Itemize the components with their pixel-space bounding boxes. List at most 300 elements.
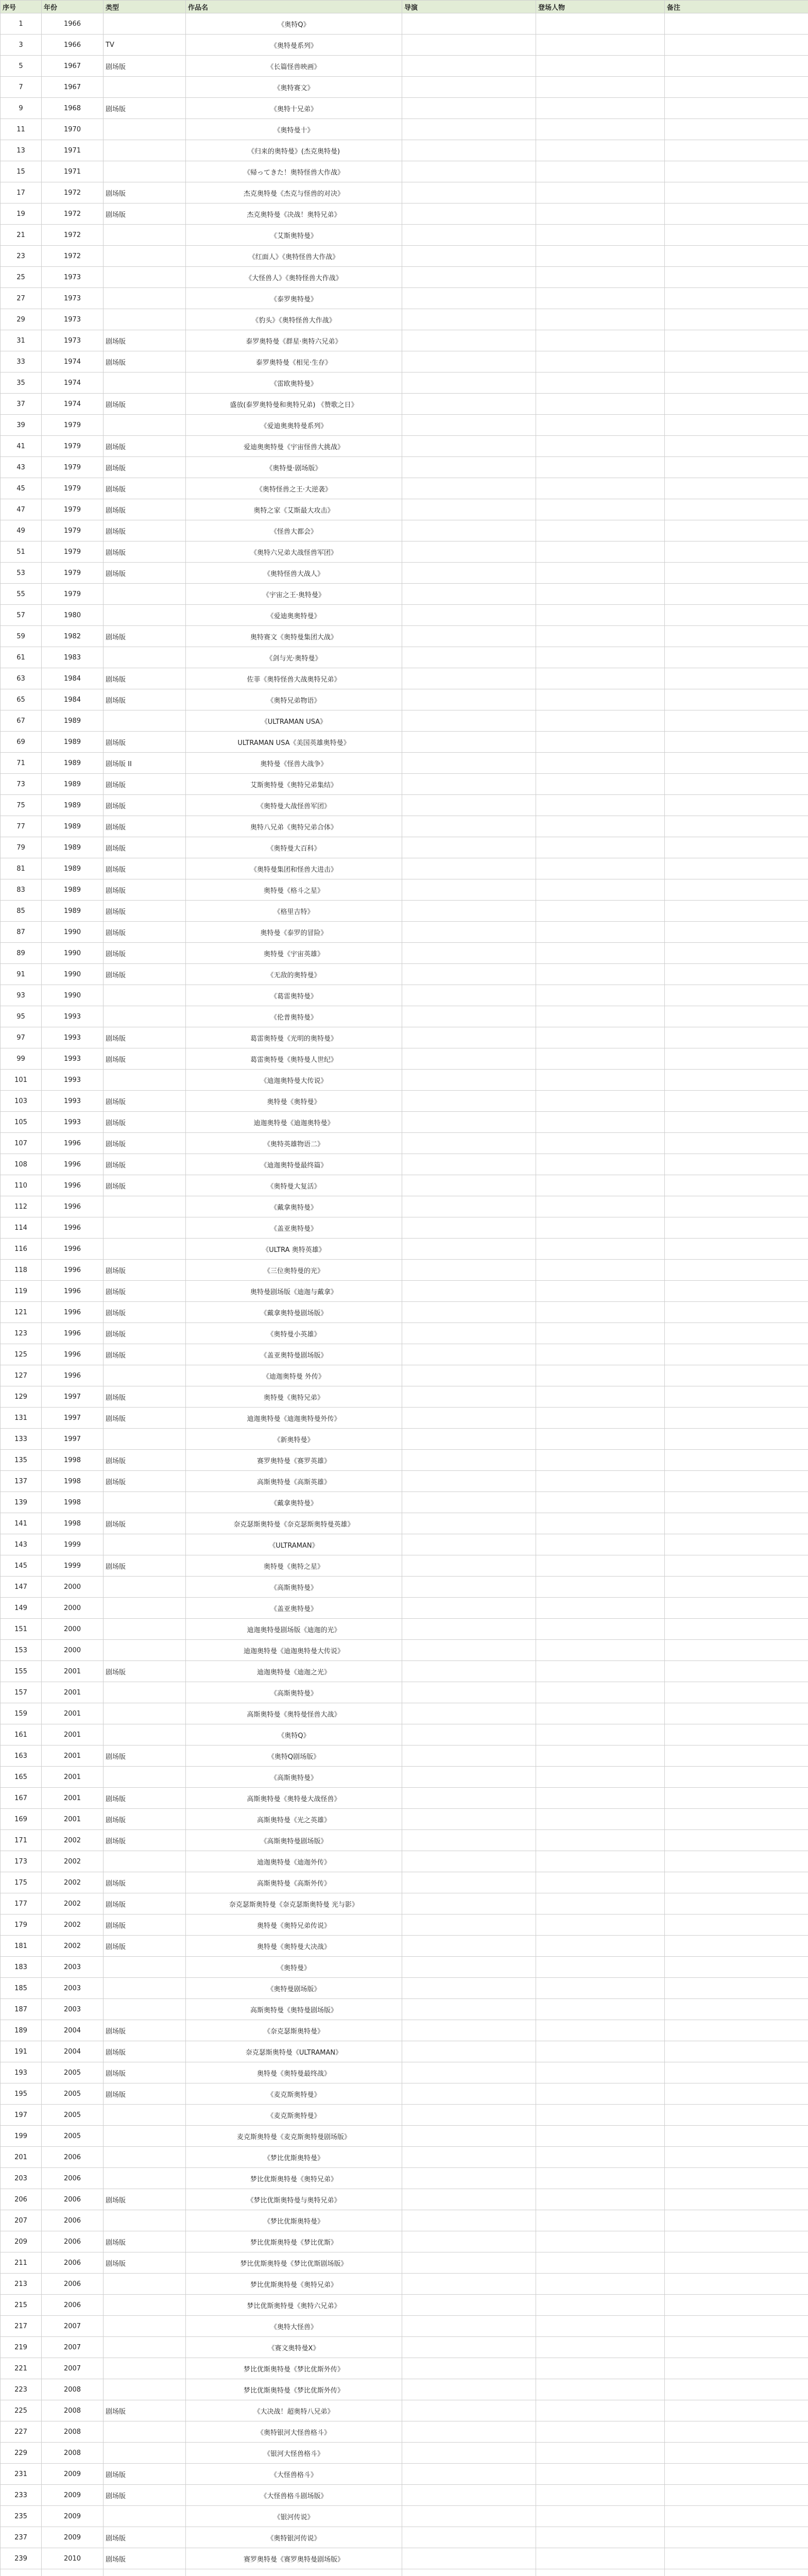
table-row (1, 2105, 808, 2126)
cell-notes (665, 795, 808, 816)
cell-title: 杰克奥特曼《杰克与怪兽的对决》 (186, 182, 402, 204)
cell-characters (536, 858, 665, 879)
cell-type: 剧场版 (104, 1154, 186, 1175)
cell-type: 剧场版 (104, 204, 186, 225)
cell-type: 剧场版 (104, 1112, 186, 1133)
cell-title: 《奥特兄弟物语》 (186, 689, 402, 710)
cell-characters (536, 1767, 665, 1788)
cell-title: 《梦比优斯奥特曼》 (186, 2210, 402, 2231)
table-row (1, 2295, 808, 2316)
cell-no: 29 (1, 309, 42, 330)
cell-title: 《奥特Q》 (186, 13, 402, 35)
cell-type: 剧场版 (104, 1471, 186, 1492)
cell-year: 2001 (42, 1724, 104, 1745)
cell-title: 奥特曼《格斗之星》 (186, 879, 402, 901)
table-row (1, 563, 808, 584)
table-row (1, 647, 808, 668)
cell-no: 31 (1, 330, 42, 351)
cell-title: 爱迪奥奥特曼《宇宙怪兽大挑战》 (186, 436, 402, 457)
cell-title: 葛雷奥特曼《光明的奥特曼》 (186, 1027, 402, 1048)
table-row (1, 879, 808, 901)
cell-title: 《戴拿奥特曼》 (186, 1196, 402, 1217)
cell-title: 《奥特曼大百科》 (186, 837, 402, 858)
cell-no: 167 (1, 1788, 42, 1809)
cell-year: 2003 (42, 1999, 104, 2020)
cell-year: 2009 (42, 2464, 104, 2485)
cell-year: 1973 (42, 309, 104, 330)
cell-no: 221 (1, 2358, 42, 2379)
table-row (1, 267, 808, 288)
cell-title: 《泰罗奥特曼》 (186, 288, 402, 309)
cell-characters (536, 922, 665, 943)
table-row (1, 2147, 808, 2168)
cell-director (402, 2379, 536, 2400)
cell-notes (665, 98, 808, 119)
cell-year: 2002 (42, 1936, 104, 1957)
cell-title: 《奈克瑟斯奥特曼》 (186, 2020, 402, 2041)
cell-notes (665, 1936, 808, 1957)
cell-characters (536, 161, 665, 182)
cell-year: 2000 (42, 1577, 104, 1598)
cell-characters (536, 2020, 665, 2041)
cell-characters (536, 2062, 665, 2083)
cell-no: 37 (1, 394, 42, 415)
cell-director (402, 710, 536, 732)
header-notes: 备注 (665, 1, 808, 13)
cell-title: 高斯奥特曼《奥特曼大战怪兽》 (186, 1788, 402, 1809)
cell-no: 191 (1, 2041, 42, 2062)
cell-notes (665, 2421, 808, 2443)
cell-title: 《怪兽大都会》 (186, 520, 402, 541)
cell-characters (536, 246, 665, 267)
cell-notes (665, 13, 808, 35)
cell-director (402, 2548, 536, 2569)
cell-year: 2006 (42, 2295, 104, 2316)
cell-year: 1979 (42, 457, 104, 478)
table-row (1, 1534, 808, 1555)
cell-type (104, 1682, 186, 1703)
cell-notes (665, 1239, 808, 1260)
cell-notes (665, 1999, 808, 2020)
cell-type: 剧场版 (104, 1175, 186, 1196)
cell-title: 梦比优斯奥特曼《奥特兄弟》 (186, 2168, 402, 2189)
table-row (1, 541, 808, 563)
cell-title: 《归来的奥特曼》(杰克奥特曼) (186, 140, 402, 161)
cell-type: 剧场版 (104, 816, 186, 837)
cell-type (104, 77, 186, 98)
table-row (1, 2210, 808, 2231)
cell-title: 《奥特银河大怪兽格斗》 (186, 2421, 402, 2443)
cell-no: 93 (1, 985, 42, 1006)
cell-year: 1990 (42, 922, 104, 943)
cell-year: 1984 (42, 689, 104, 710)
cell-notes (665, 2443, 808, 2464)
cell-characters (536, 1893, 665, 1914)
cell-notes (665, 2252, 808, 2274)
cell-director (402, 394, 536, 415)
cell-title: 《高斯奥特曼》 (186, 1577, 402, 1598)
cell-type: 剧场版 (104, 2189, 186, 2210)
cell-characters (536, 1682, 665, 1703)
cell-director (402, 605, 536, 626)
table-row (1, 1640, 808, 1661)
cell-type: 剧场版 (104, 1830, 186, 1851)
cell-title: 奥特曼剧场版《迪迦与戴拿》 (186, 1281, 402, 1302)
cell-year: 1996 (42, 1175, 104, 1196)
cell-notes (665, 1048, 808, 1070)
cell-characters (536, 309, 665, 330)
cell-title: 高斯奥特曼《奥特曼剧场版》 (186, 1999, 402, 2020)
cell-characters (536, 1048, 665, 1070)
cell-characters (536, 77, 665, 98)
cell-notes (665, 1281, 808, 1302)
cell-title: 艾斯奥特曼《奥特兄弟集结》 (186, 774, 402, 795)
cell-notes (665, 2126, 808, 2147)
cell-year: 2000 (42, 1640, 104, 1661)
cell-type: 剧场版 (104, 1513, 186, 1534)
cell-notes (665, 182, 808, 204)
cell-no: 125 (1, 1344, 42, 1365)
cell-type: 剧场版 (104, 1386, 186, 1408)
cell-no: 151 (1, 1619, 42, 1640)
table-row (1, 901, 808, 922)
cell-type (104, 1217, 186, 1239)
cell-no: 141 (1, 1513, 42, 1534)
cell-director (402, 56, 536, 77)
cell-type: 剧场版 (104, 858, 186, 879)
cell-title: 《艾斯奥特曼》 (186, 225, 402, 246)
cell-notes (665, 1091, 808, 1112)
cell-notes (665, 1196, 808, 1217)
cell-director (402, 1344, 536, 1365)
table-row (1, 1217, 808, 1239)
cell-year: 1996 (42, 1281, 104, 1302)
table-row (1, 816, 808, 837)
cell-type: 剧场版 (104, 879, 186, 901)
cell-characters (536, 1281, 665, 1302)
cell-director (402, 2126, 536, 2147)
cell-no: 153 (1, 1640, 42, 1661)
cell-year: 1979 (42, 541, 104, 563)
cell-year: 1979 (42, 499, 104, 520)
cell-no: 99 (1, 1048, 42, 1070)
cell-characters (536, 1492, 665, 1513)
cell-type: 剧场版 (104, 2485, 186, 2506)
cell-title: 佐菲《奥特怪兽大战奥特兄弟》 (186, 668, 402, 689)
table-row (1, 2168, 808, 2189)
cell-director (402, 2147, 536, 2168)
cell-year: 1979 (42, 436, 104, 457)
cell-notes (665, 267, 808, 288)
cell-notes (665, 77, 808, 98)
cell-characters (536, 2316, 665, 2337)
table-row (1, 2400, 808, 2421)
cell-year: 1974 (42, 394, 104, 415)
table-row (1, 2443, 808, 2464)
cell-type (104, 1577, 186, 1598)
cell-characters (536, 2105, 665, 2126)
cell-type (104, 2147, 186, 2168)
table-row (1, 77, 808, 98)
cell-title: 《赛文奥特曼X》 (186, 2337, 402, 2358)
cell-title: 《奥特曼系列》 (186, 35, 402, 56)
cell-director (402, 1893, 536, 1914)
cell-title: 《大怪兽格斗》 (186, 2464, 402, 2485)
cell-title: 《奥特赛文》 (186, 77, 402, 98)
cell-title: 杰克奥特曼《决战！奥特兄弟》 (186, 204, 402, 225)
cell-title: 梦比优斯奥特曼《梦比优斯外传》 (186, 2379, 402, 2400)
cell-no: 127 (1, 1365, 42, 1386)
table-row (1, 1027, 808, 1048)
cell-year: 2008 (42, 2443, 104, 2464)
cell-characters (536, 2168, 665, 2189)
cell-characters (536, 1471, 665, 1492)
table-row (1, 964, 808, 985)
cell-notes (665, 689, 808, 710)
cell-director (402, 1682, 536, 1703)
cell-notes (665, 351, 808, 372)
cell-director (402, 1999, 536, 2020)
cell-notes (665, 1598, 808, 1619)
table-row (1, 1577, 808, 1598)
cell-director (402, 837, 536, 858)
cell-director (402, 964, 536, 985)
cell-year: 1989 (42, 710, 104, 732)
cell-no: 157 (1, 1682, 42, 1703)
table-row (1, 1471, 808, 1492)
cell-no: 185 (1, 1978, 42, 1999)
cell-no: 129 (1, 1386, 42, 1408)
cell-year: 1989 (42, 774, 104, 795)
cell-title: 《新奥特曼》 (186, 1429, 402, 1450)
table-row (1, 98, 808, 119)
table-row (1, 732, 808, 753)
cell-director (402, 13, 536, 35)
cell-notes (665, 2041, 808, 2062)
cell-type (104, 985, 186, 1006)
cell-notes (665, 2548, 808, 2569)
cell-characters (536, 1534, 665, 1555)
cell-year: 1979 (42, 415, 104, 436)
cell-type: 剧场版 (104, 1091, 186, 1112)
cell-year: 1990 (42, 943, 104, 964)
cell-notes (665, 1893, 808, 1914)
cell-notes (665, 1534, 808, 1555)
cell-no: 207 (1, 2210, 42, 2231)
cell-year: 2001 (42, 1767, 104, 1788)
table-row (1, 1260, 808, 1281)
cell-characters (536, 2295, 665, 2316)
cell-director (402, 647, 536, 668)
cell-title: 奈克瑟斯奥特曼《奈克瑟斯奥特曼英雄》 (186, 1513, 402, 1534)
cell-no: 229 (1, 2443, 42, 2464)
cell-characters (536, 56, 665, 77)
cell-title: 《宇宙之王·奥特曼》 (186, 584, 402, 605)
table-row (1, 1175, 808, 1196)
table-row (1, 288, 808, 309)
cell-year: 2005 (42, 2105, 104, 2126)
cell-type (104, 1957, 186, 1978)
table-row (1, 1872, 808, 1893)
cell-director (402, 1851, 536, 1872)
cell-title: 《奥特怪兽之王·大逆袭》 (186, 478, 402, 499)
table-row (1, 394, 808, 415)
cell-no: 103 (1, 1091, 42, 1112)
cell-no: 15 (1, 161, 42, 182)
cell-title: 奥特八兄弟《奥特兄弟合体》 (186, 816, 402, 837)
cell-title: 《高斯奥特曼》 (186, 1767, 402, 1788)
table-row (1, 1154, 808, 1175)
cell-notes (665, 1872, 808, 1893)
cell-no: 123 (1, 1323, 42, 1344)
cell-director (402, 1365, 536, 1386)
cell-characters (536, 1070, 665, 1091)
cell-title: 迪迦奥特曼《迪迦之光》 (186, 1661, 402, 1682)
cell-characters (536, 2421, 665, 2443)
cell-no: 165 (1, 1767, 42, 1788)
cell-characters (536, 1809, 665, 1830)
cell-characters (536, 351, 665, 372)
cell-year: 1999 (42, 1534, 104, 1555)
cell-no: 119 (1, 1281, 42, 1302)
table-row (1, 1513, 808, 1534)
cell-type: 剧场版 (104, 1788, 186, 1809)
cell-no: 107 (1, 1133, 42, 1154)
cell-no: 47 (1, 499, 42, 520)
cell-notes (665, 647, 808, 668)
cell-no: 206 (1, 2189, 42, 2210)
table-row (1, 985, 808, 1006)
cell-no: 112 (1, 1196, 42, 1217)
cell-director (402, 2252, 536, 2274)
cell-director (402, 372, 536, 394)
cell-characters (536, 1851, 665, 1872)
cell-notes (665, 1745, 808, 1767)
cell-no: 110 (1, 1175, 42, 1196)
cell-no: 61 (1, 647, 42, 668)
cell-director (402, 415, 536, 436)
cell-type: 剧场版 (104, 774, 186, 795)
cell-no: 69 (1, 732, 42, 753)
cell-director (402, 858, 536, 879)
cell-year: 2000 (42, 1598, 104, 1619)
cell-notes (665, 710, 808, 732)
cell-no: 67 (1, 710, 42, 732)
cell-year: 1974 (42, 372, 104, 394)
cell-notes (665, 288, 808, 309)
cell-title: 《红面人》《奥特怪兽大作战》 (186, 246, 402, 267)
cell-director (402, 1872, 536, 1893)
cell-year: 1979 (42, 478, 104, 499)
cell-director (402, 922, 536, 943)
cell-title: 高斯奥特曼《高斯外传》 (186, 1872, 402, 1893)
cell-no: 193 (1, 2062, 42, 2083)
table-row (1, 1999, 808, 2020)
cell-no: 147 (1, 1577, 42, 1598)
cell-year: 2001 (42, 1788, 104, 1809)
cell-notes (665, 1408, 808, 1429)
table-row (1, 584, 808, 605)
cell-no: 101 (1, 1070, 42, 1091)
cell-characters (536, 330, 665, 351)
table-row (1, 161, 808, 182)
cell-title: 《盖亚奥特曼》 (186, 1217, 402, 1239)
cell-title: 葛雷奥特曼《奥特曼人世纪》 (186, 1048, 402, 1070)
cell-director (402, 2083, 536, 2105)
cell-title: 《戴拿奥特曼剧场版》 (186, 1302, 402, 1323)
cell-notes (665, 753, 808, 774)
cell-director (402, 1936, 536, 1957)
cell-type (104, 2569, 186, 2576)
cell-type: 剧场版 (104, 732, 186, 753)
cell-type (104, 161, 186, 182)
cell-no: 116 (1, 1239, 42, 1260)
cell-director (402, 1724, 536, 1745)
table-row (1, 2337, 808, 2358)
cell-type (104, 710, 186, 732)
cell-no: 159 (1, 1703, 42, 1724)
cell-type: 剧场版 (104, 922, 186, 943)
cell-year: 2006 (42, 2231, 104, 2252)
cell-characters (536, 478, 665, 499)
cell-no: 53 (1, 563, 42, 584)
cell-type: 剧场版 (104, 1745, 186, 1767)
cell-title: 《大决战！超奥特八兄弟》 (186, 2400, 402, 2421)
cell-title: 《戴拿奥特曼》 (186, 1492, 402, 1513)
table-row (1, 1830, 808, 1851)
cell-director (402, 77, 536, 98)
cell-title: 奈克瑟斯奥特曼《ULTRAMAN》 (186, 2041, 402, 2062)
cell-type: 剧场版 (104, 1555, 186, 1577)
table-row (1, 2358, 808, 2379)
table-row (1, 1091, 808, 1112)
cell-director (402, 1957, 536, 1978)
cell-title: 梦比优斯奥特曼《梦比优斯》 (186, 2231, 402, 2252)
cell-no: 171 (1, 1830, 42, 1851)
cell-type: 剧场版 (104, 2252, 186, 2274)
cell-director (402, 478, 536, 499)
cell-director (402, 1513, 536, 1534)
cell-characters (536, 1640, 665, 1661)
table-row (1, 1281, 808, 1302)
cell-director (402, 1914, 536, 1936)
cell-notes (665, 1577, 808, 1598)
table-row (1, 1323, 808, 1344)
cell-type: 剧场版 (104, 541, 186, 563)
cell-year: 2001 (42, 1682, 104, 1703)
cell-no: 7 (1, 77, 42, 98)
cell-type: 剧场版 (104, 499, 186, 520)
cell-no: 155 (1, 1661, 42, 1682)
cell-notes (665, 1365, 808, 1386)
cell-type: 剧场版 (104, 837, 186, 858)
table-row (1, 1661, 808, 1682)
cell-year: 2008 (42, 2379, 104, 2400)
table-row (1, 372, 808, 394)
table-row (1, 1724, 808, 1745)
cell-year: 2003 (42, 1978, 104, 1999)
cell-type: 剧场版 (104, 1281, 186, 1302)
cell-notes (665, 1978, 808, 1999)
cell-no: 161 (1, 1724, 42, 1745)
cell-characters (536, 2485, 665, 2506)
cell-type (104, 372, 186, 394)
cell-notes (665, 1450, 808, 1471)
cell-year: 1979 (42, 563, 104, 584)
cell-director (402, 668, 536, 689)
table-row (1, 330, 808, 351)
cell-title: 高斯奥特曼《光之英雄》 (186, 1809, 402, 1830)
